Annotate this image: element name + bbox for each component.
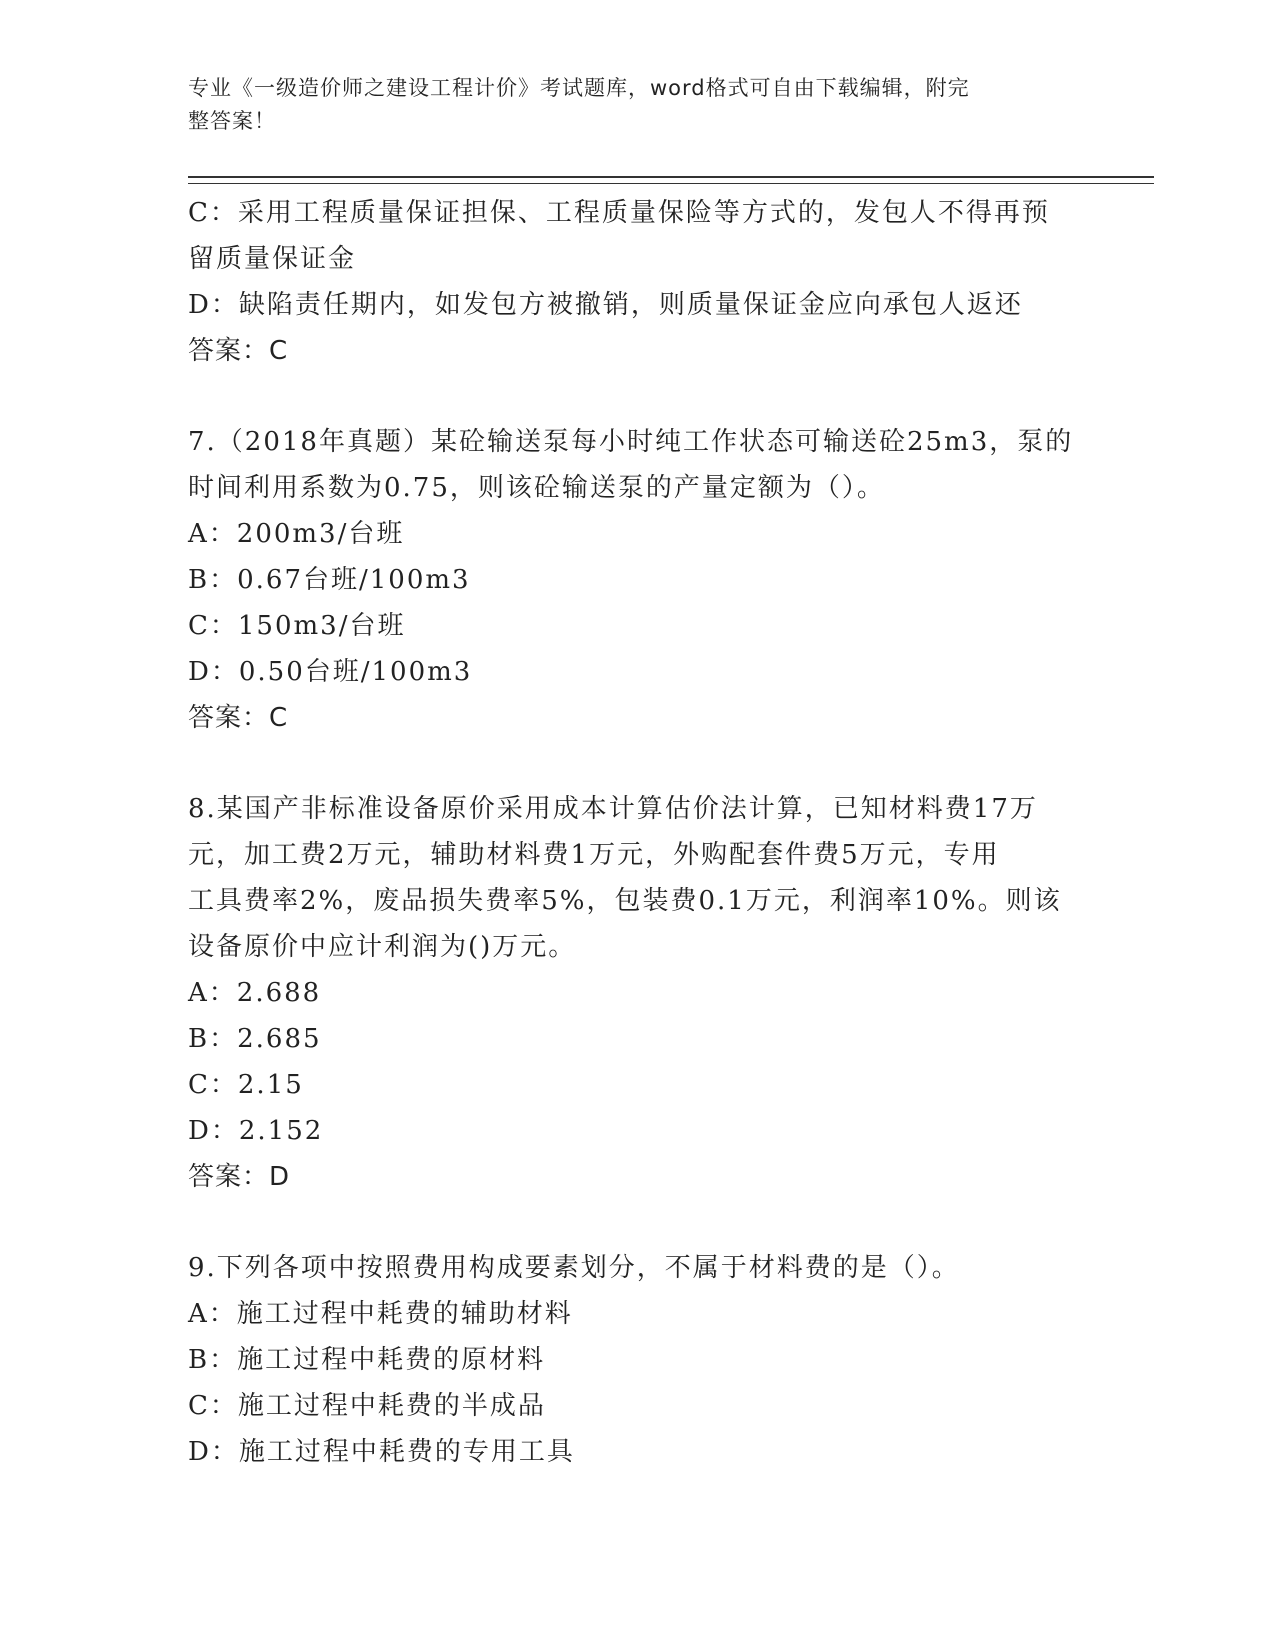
question-stem-line: 9.下列各项中按照费用构成要素划分，不属于材料费的是（）。 [188, 1253, 960, 1283]
option-c-line-2: 留质量保证金 [188, 244, 357, 274]
option-c: C：施工过程中耗费的半成品 [188, 1391, 546, 1421]
option-d: D：2.152 [188, 1116, 324, 1146]
option-c-line-1: C：采用工程质量保证担保、工程质量保险等方式的，发包人不得再预 [188, 198, 1050, 228]
header-line-1: 专业《一级造价师之建设工程计价》考试题库，word格式可自由下载编辑，附完 [188, 76, 970, 100]
header-rule-thick [188, 176, 1154, 178]
question-stem-line: 工具费率2%，废品损失费率5%，包装费0.1万元，利润率10%。则该 [188, 886, 1062, 916]
question-stem-line: 8.某国产非标准设备原价采用成本计算估价法计算，已知材料费17万 [188, 794, 1038, 824]
option-b: B：施工过程中耗费的原材料 [188, 1345, 546, 1375]
answer: 答案：C [188, 336, 289, 366]
question-content [188, 190, 1088, 1475]
question-7 [188, 419, 1088, 741]
option-b: B：0.67台班/100m3 [188, 565, 471, 595]
document-header [188, 72, 1088, 138]
option-a: A：施工过程中耗费的辅助材料 [188, 1299, 573, 1329]
option-a: A：200m3/台班 [188, 519, 405, 549]
question-stem-line: 设备原价中应计利润为()万元。 [188, 932, 577, 962]
option-a: A：2.688 [188, 978, 322, 1008]
header-rule-thin [188, 183, 1154, 184]
carryover-question [188, 190, 1088, 374]
option-c: C：2.15 [188, 1070, 304, 1100]
question-stem-line: 7.（2018年真题）某砼输送泵每小时纯工作状态可输送砼25m3，泵的 [188, 427, 1074, 457]
question-8 [188, 786, 1088, 1200]
option-d: D：0.50台班/100m3 [188, 657, 473, 687]
answer: 答案：D [188, 1162, 291, 1192]
answer: 答案：C [188, 703, 289, 733]
option-d: D：缺陷责任期内，如发包方被撤销，则质量保证金应向承包人返还 [188, 290, 1023, 320]
question-stem-line: 元，加工费2万元，辅助材料费1万元，外购配套件费5万元，专用 [188, 840, 1000, 870]
question-9 [188, 1245, 1088, 1475]
question-stem-line: 时间利用系数为0.75，则该砼输送泵的产量定额为（）。 [188, 473, 885, 503]
option-c: C：150m3/台班 [188, 611, 406, 641]
option-b: B：2.685 [188, 1024, 322, 1054]
header-line-2: 整答案！ [188, 109, 276, 133]
option-d: D：施工过程中耗费的专用工具 [188, 1437, 575, 1467]
